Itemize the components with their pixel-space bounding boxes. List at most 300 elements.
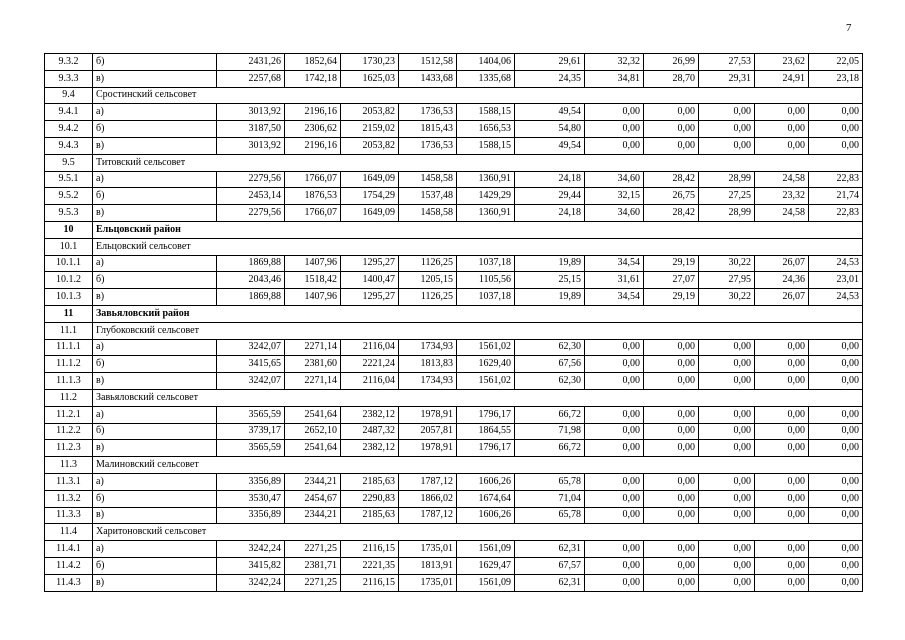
value-cell: 27,07: [644, 272, 699, 289]
row-code: 11.1.1: [45, 339, 93, 356]
value-cell: 3565,59: [217, 440, 285, 457]
value-cell: 1787,12: [399, 473, 457, 490]
value-cell: 34,54: [585, 255, 644, 272]
value-cell: 0,00: [644, 574, 699, 591]
value-cell: 32,15: [585, 188, 644, 205]
value-cell: 2382,12: [341, 406, 399, 423]
value-cell: 0,00: [644, 406, 699, 423]
row-label: б): [93, 272, 217, 289]
row-label: в): [93, 205, 217, 222]
value-cell: 24,58: [755, 171, 809, 188]
value-cell: 1815,43: [399, 121, 457, 138]
value-cell: 1404,06: [457, 54, 515, 71]
value-cell: 24,91: [755, 70, 809, 87]
value-cell: 27,25: [699, 188, 755, 205]
value-cell: 2271,14: [285, 373, 341, 390]
value-cell: 26,07: [755, 255, 809, 272]
value-cell: 2116,04: [341, 373, 399, 390]
value-cell: 1588,15: [457, 104, 515, 121]
value-cell: 0,00: [755, 473, 809, 490]
section-code: 11.2: [45, 389, 93, 406]
value-cell: 0,00: [809, 440, 863, 457]
value-cell: 0,00: [809, 423, 863, 440]
value-cell: 31,61: [585, 272, 644, 289]
value-cell: 2271,25: [285, 541, 341, 558]
value-cell: 23,01: [809, 272, 863, 289]
value-cell: 28,42: [644, 205, 699, 222]
value-cell: 29,19: [644, 255, 699, 272]
value-cell: 2057,81: [399, 423, 457, 440]
value-cell: 2306,62: [285, 121, 341, 138]
value-cell: 1734,93: [399, 373, 457, 390]
table-row: [45, 289, 863, 306]
row-code: 9.3.3: [45, 70, 93, 87]
table-row: [45, 574, 863, 591]
value-cell: 0,00: [585, 121, 644, 138]
value-cell: 1629,40: [457, 356, 515, 373]
value-cell: 26,75: [644, 188, 699, 205]
row-code: 9.5.1: [45, 171, 93, 188]
value-cell: 1126,25: [399, 255, 457, 272]
value-cell: 30,22: [699, 255, 755, 272]
table-row: [45, 339, 863, 356]
value-cell: 1512,58: [399, 54, 457, 71]
table-row: [45, 406, 863, 423]
value-cell: 2116,15: [341, 574, 399, 591]
value-cell: 0,00: [585, 104, 644, 121]
value-cell: 0,00: [585, 574, 644, 591]
value-cell: 1734,93: [399, 339, 457, 356]
section-header-row: [45, 221, 863, 238]
value-cell: 1037,18: [457, 289, 515, 306]
table-row: [45, 255, 863, 272]
value-cell: 24,18: [515, 171, 585, 188]
value-cell: 3242,24: [217, 541, 285, 558]
value-cell: 3013,92: [217, 104, 285, 121]
value-cell: 2053,82: [341, 137, 399, 154]
value-cell: 2454,67: [285, 490, 341, 507]
row-code: 10.1.2: [45, 272, 93, 289]
value-cell: 1360,91: [457, 171, 515, 188]
row-label: в): [93, 440, 217, 457]
value-cell: 1754,29: [341, 188, 399, 205]
row-label: б): [93, 54, 217, 71]
value-cell: 29,44: [515, 188, 585, 205]
section-title: Титовский сельсовет: [93, 154, 863, 171]
table-row: [45, 423, 863, 440]
value-cell: 2344,21: [285, 507, 341, 524]
value-cell: 0,00: [585, 406, 644, 423]
row-label: а): [93, 406, 217, 423]
row-label: а): [93, 171, 217, 188]
value-cell: 0,00: [699, 423, 755, 440]
section-code: 9.4: [45, 87, 93, 104]
value-cell: 1407,96: [285, 289, 341, 306]
value-cell: 2381,71: [285, 557, 341, 574]
value-cell: 22,83: [809, 205, 863, 222]
value-cell: 1869,88: [217, 255, 285, 272]
section-title: Ельцовский сельсовет: [93, 238, 863, 255]
value-cell: 3530,47: [217, 490, 285, 507]
table-row: [45, 171, 863, 188]
value-cell: 1561,02: [457, 339, 515, 356]
value-cell: 1433,68: [399, 70, 457, 87]
value-cell: 0,00: [699, 440, 755, 457]
value-cell: 1629,47: [457, 557, 515, 574]
value-cell: 1407,96: [285, 255, 341, 272]
value-cell: 2271,25: [285, 574, 341, 591]
row-code: 10.1.3: [45, 289, 93, 306]
value-cell: 2159,02: [341, 121, 399, 138]
value-cell: 1360,91: [457, 205, 515, 222]
table-row: [45, 440, 863, 457]
value-cell: 0,00: [644, 423, 699, 440]
value-cell: 0,00: [644, 356, 699, 373]
value-cell: 0,00: [585, 507, 644, 524]
value-cell: 0,00: [699, 121, 755, 138]
value-cell: 0,00: [585, 339, 644, 356]
value-cell: 0,00: [644, 473, 699, 490]
value-cell: 0,00: [699, 557, 755, 574]
row-label: б): [93, 188, 217, 205]
row-code: 9.4.3: [45, 137, 93, 154]
section-code: 11: [45, 305, 93, 322]
value-cell: 2453,14: [217, 188, 285, 205]
value-cell: 0,00: [585, 440, 644, 457]
value-cell: 1766,07: [285, 205, 341, 222]
row-code: 11.2.1: [45, 406, 93, 423]
section-header-row: [45, 457, 863, 474]
value-cell: 27,95: [699, 272, 755, 289]
value-cell: 19,89: [515, 255, 585, 272]
value-cell: 2257,68: [217, 70, 285, 87]
section-header-row: [45, 322, 863, 339]
value-cell: 0,00: [699, 473, 755, 490]
value-cell: 3356,89: [217, 507, 285, 524]
page-number: 7: [846, 22, 852, 34]
value-cell: 0,00: [809, 373, 863, 390]
value-cell: 1429,29: [457, 188, 515, 205]
row-code: 9.5.2: [45, 188, 93, 205]
value-cell: 1625,03: [341, 70, 399, 87]
value-cell: 0,00: [699, 541, 755, 558]
value-cell: 28,99: [699, 171, 755, 188]
table-row: [45, 54, 863, 71]
value-cell: 0,00: [699, 574, 755, 591]
value-cell: 1674,64: [457, 490, 515, 507]
value-cell: 24,18: [515, 205, 585, 222]
row-label: а): [93, 104, 217, 121]
value-cell: 1458,58: [399, 171, 457, 188]
row-label: б): [93, 356, 217, 373]
value-cell: 1458,58: [399, 205, 457, 222]
row-code: 11.3.2: [45, 490, 93, 507]
section-header-row: [45, 87, 863, 104]
value-cell: 0,00: [699, 104, 755, 121]
row-code: 11.4.3: [45, 574, 93, 591]
row-code: 11.3.1: [45, 473, 93, 490]
value-cell: 1561,02: [457, 373, 515, 390]
value-cell: 0,00: [644, 557, 699, 574]
value-cell: 1796,17: [457, 440, 515, 457]
value-cell: 62,30: [515, 339, 585, 356]
value-cell: 71,98: [515, 423, 585, 440]
value-cell: 29,61: [515, 54, 585, 71]
table-row: [45, 272, 863, 289]
value-cell: 26,07: [755, 289, 809, 306]
value-cell: 2185,63: [341, 507, 399, 524]
section-code: 10: [45, 221, 93, 238]
value-cell: 27,53: [699, 54, 755, 71]
value-cell: 0,00: [755, 104, 809, 121]
value-cell: 26,99: [644, 54, 699, 71]
value-cell: 22,83: [809, 171, 863, 188]
value-cell: 1606,26: [457, 507, 515, 524]
value-cell: 3565,59: [217, 406, 285, 423]
value-cell: 0,00: [644, 490, 699, 507]
row-code: 9.5.3: [45, 205, 93, 222]
row-code: 9.4.1: [45, 104, 93, 121]
value-cell: 2344,21: [285, 473, 341, 490]
value-cell: 0,00: [644, 507, 699, 524]
value-cell: 65,78: [515, 473, 585, 490]
value-cell: 1295,27: [341, 255, 399, 272]
row-label: в): [93, 507, 217, 524]
table-row: [45, 205, 863, 222]
value-cell: 24,53: [809, 255, 863, 272]
value-cell: 1537,48: [399, 188, 457, 205]
value-cell: 34,54: [585, 289, 644, 306]
value-cell: 25,15: [515, 272, 585, 289]
value-cell: 1518,42: [285, 272, 341, 289]
section-code: 9.5: [45, 154, 93, 171]
row-label: б): [93, 490, 217, 507]
value-cell: 1561,09: [457, 541, 515, 558]
value-cell: 1766,07: [285, 171, 341, 188]
value-cell: 67,57: [515, 557, 585, 574]
value-cell: 3739,17: [217, 423, 285, 440]
value-cell: 62,31: [515, 541, 585, 558]
value-cell: 2221,35: [341, 557, 399, 574]
table-row: [45, 356, 863, 373]
value-cell: 49,54: [515, 104, 585, 121]
value-cell: 2431,26: [217, 54, 285, 71]
value-cell: 24,53: [809, 289, 863, 306]
value-cell: 28,70: [644, 70, 699, 87]
row-code: 11.1.3: [45, 373, 93, 390]
section-title: Завьяловский район: [93, 305, 863, 322]
row-label: а): [93, 473, 217, 490]
value-cell: 0,00: [699, 356, 755, 373]
value-cell: 1787,12: [399, 507, 457, 524]
value-cell: 0,00: [699, 339, 755, 356]
value-cell: 2279,56: [217, 205, 285, 222]
value-cell: 3415,82: [217, 557, 285, 574]
row-label: б): [93, 121, 217, 138]
value-cell: 0,00: [644, 541, 699, 558]
value-cell: 0,00: [755, 373, 809, 390]
value-cell: 0,00: [585, 541, 644, 558]
value-cell: 1978,91: [399, 440, 457, 457]
value-cell: 67,56: [515, 356, 585, 373]
value-cell: 2185,63: [341, 473, 399, 490]
value-cell: 1852,64: [285, 54, 341, 71]
value-cell: 0,00: [585, 356, 644, 373]
value-cell: 71,04: [515, 490, 585, 507]
table-row: [45, 70, 863, 87]
value-cell: 1876,53: [285, 188, 341, 205]
value-cell: 1588,15: [457, 137, 515, 154]
value-cell: 2043,46: [217, 272, 285, 289]
value-cell: 1561,09: [457, 574, 515, 591]
value-cell: 1866,02: [399, 490, 457, 507]
table-row: [45, 507, 863, 524]
row-label: в): [93, 373, 217, 390]
section-header-row: [45, 154, 863, 171]
value-cell: 2271,14: [285, 339, 341, 356]
value-cell: 1126,25: [399, 289, 457, 306]
table-row: [45, 490, 863, 507]
value-cell: 0,00: [755, 356, 809, 373]
value-cell: 0,00: [755, 490, 809, 507]
section-title: Малиновский сельсовет: [93, 457, 863, 474]
row-label: б): [93, 423, 217, 440]
value-cell: 1736,53: [399, 104, 457, 121]
value-cell: 0,00: [699, 406, 755, 423]
value-cell: 23,32: [755, 188, 809, 205]
row-label: б): [93, 557, 217, 574]
value-cell: 0,00: [699, 507, 755, 524]
value-cell: 0,00: [644, 104, 699, 121]
section-title: Завьяловский сельсовет: [93, 389, 863, 406]
value-cell: 29,19: [644, 289, 699, 306]
row-code: 11.1.2: [45, 356, 93, 373]
value-cell: 0,00: [644, 440, 699, 457]
value-cell: 65,78: [515, 507, 585, 524]
value-cell: 3013,92: [217, 137, 285, 154]
value-cell: 0,00: [644, 373, 699, 390]
value-cell: 66,72: [515, 406, 585, 423]
row-label: а): [93, 541, 217, 558]
value-cell: 0,00: [699, 137, 755, 154]
value-cell: 30,22: [699, 289, 755, 306]
value-cell: 0,00: [809, 507, 863, 524]
value-cell: 1400,47: [341, 272, 399, 289]
row-code: 10.1.1: [45, 255, 93, 272]
value-cell: 0,00: [809, 137, 863, 154]
value-cell: 0,00: [644, 137, 699, 154]
value-cell: 0,00: [809, 104, 863, 121]
value-cell: 0,00: [585, 373, 644, 390]
value-cell: 23,62: [755, 54, 809, 71]
value-cell: 1730,23: [341, 54, 399, 71]
value-cell: 23,18: [809, 70, 863, 87]
value-cell: 3415,65: [217, 356, 285, 373]
row-label: в): [93, 137, 217, 154]
table-row: [45, 557, 863, 574]
value-cell: 2196,16: [285, 104, 341, 121]
value-cell: 0,00: [585, 423, 644, 440]
value-cell: 0,00: [809, 574, 863, 591]
value-cell: 34,60: [585, 171, 644, 188]
value-cell: 1978,91: [399, 406, 457, 423]
table-row: [45, 188, 863, 205]
value-cell: 0,00: [755, 541, 809, 558]
table-row: [45, 541, 863, 558]
value-cell: 0,00: [699, 490, 755, 507]
value-cell: 1864,55: [457, 423, 515, 440]
value-cell: 29,31: [699, 70, 755, 87]
value-cell: 1742,18: [285, 70, 341, 87]
value-cell: 1796,17: [457, 406, 515, 423]
value-cell: 2116,15: [341, 541, 399, 558]
value-cell: 0,00: [755, 423, 809, 440]
value-cell: 2382,12: [341, 440, 399, 457]
value-cell: 1606,26: [457, 473, 515, 490]
section-code: 10.1: [45, 238, 93, 255]
value-cell: 2053,82: [341, 104, 399, 121]
value-cell: 2541,64: [285, 406, 341, 423]
section-title: Сростинский сельсовет: [93, 87, 863, 104]
section-code: 11.3: [45, 457, 93, 474]
row-code: 11.4.1: [45, 541, 93, 558]
section-title: Харитоновский сельсовет: [93, 524, 863, 541]
section-header-row: [45, 524, 863, 541]
row-label: а): [93, 255, 217, 272]
value-cell: 0,00: [699, 373, 755, 390]
table-row: [45, 373, 863, 390]
value-cell: 24,58: [755, 205, 809, 222]
value-cell: 2196,16: [285, 137, 341, 154]
value-cell: 24,36: [755, 272, 809, 289]
value-cell: 19,89: [515, 289, 585, 306]
value-cell: 0,00: [585, 473, 644, 490]
value-cell: 0,00: [809, 356, 863, 373]
row-code: 9.3.2: [45, 54, 93, 71]
row-code: 11.4.2: [45, 557, 93, 574]
value-cell: 0,00: [585, 137, 644, 154]
section-header-row: [45, 238, 863, 255]
table-row: [45, 104, 863, 121]
value-cell: 2116,04: [341, 339, 399, 356]
value-cell: 1295,27: [341, 289, 399, 306]
value-cell: 0,00: [809, 557, 863, 574]
value-cell: 62,30: [515, 373, 585, 390]
value-cell: 1649,09: [341, 205, 399, 222]
value-cell: 28,99: [699, 205, 755, 222]
value-cell: 0,00: [755, 406, 809, 423]
value-cell: 1205,15: [399, 272, 457, 289]
value-cell: 3242,07: [217, 373, 285, 390]
value-cell: 0,00: [809, 490, 863, 507]
value-cell: 0,00: [809, 339, 863, 356]
value-cell: 1813,83: [399, 356, 457, 373]
section-code: 11.1: [45, 322, 93, 339]
value-cell: 2381,60: [285, 356, 341, 373]
value-cell: 0,00: [585, 490, 644, 507]
row-code: 11.2.2: [45, 423, 93, 440]
value-cell: 66,72: [515, 440, 585, 457]
value-cell: 0,00: [755, 440, 809, 457]
row-code: 11.2.3: [45, 440, 93, 457]
value-cell: 32,32: [585, 54, 644, 71]
table-row: [45, 137, 863, 154]
value-cell: 0,00: [644, 339, 699, 356]
value-cell: 22,05: [809, 54, 863, 71]
section-header-row: [45, 389, 863, 406]
section-title: Ельцовский район: [93, 221, 863, 238]
value-cell: 1335,68: [457, 70, 515, 87]
